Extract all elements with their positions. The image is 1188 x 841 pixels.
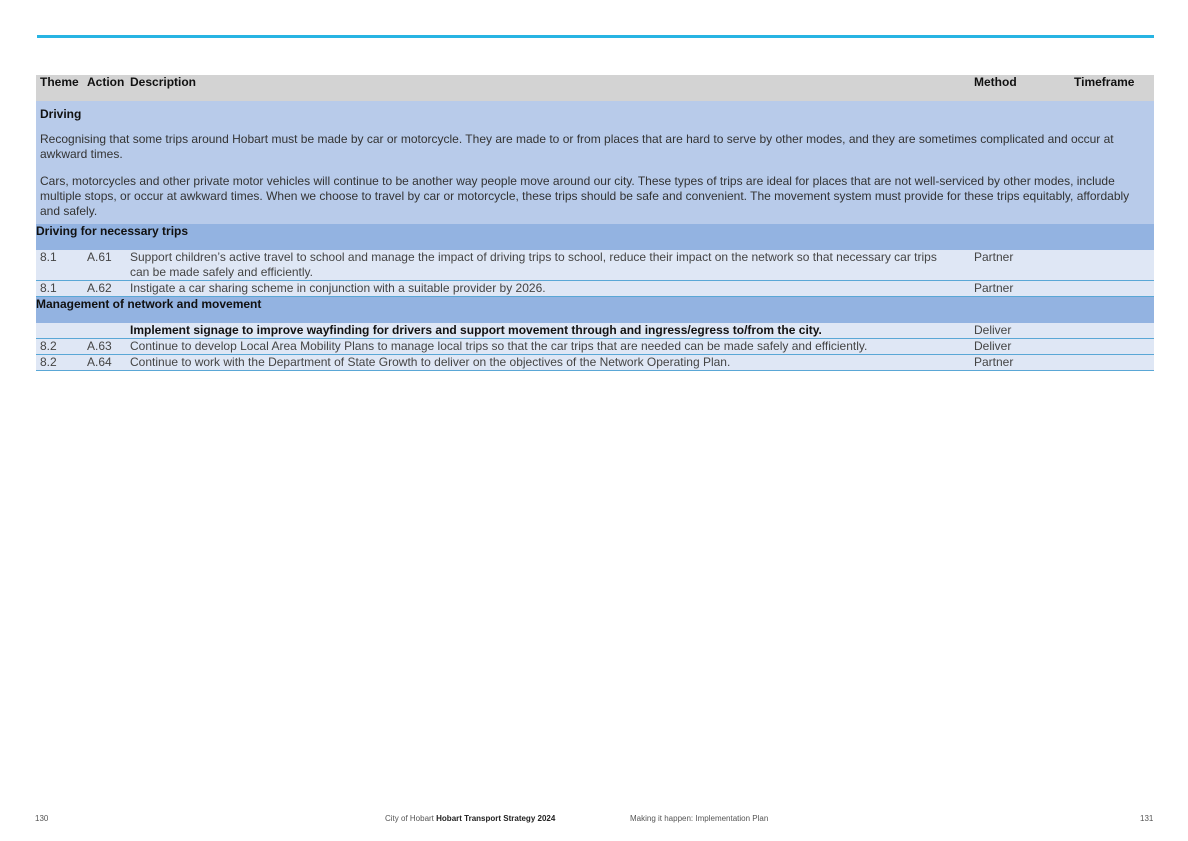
cell-timeframe <box>1074 339 1154 355</box>
section-header <box>36 297 1154 324</box>
section-title: Driving for necessary trips <box>36 224 1154 250</box>
intro-paragraph-row <box>36 126 1154 168</box>
cell-description: Implement signage to improve wayfinding for drivers and support movement through and ingress/egress to/from the city. <box>130 323 974 339</box>
section-title: Management of network and movement <box>36 297 1154 324</box>
table-row <box>36 355 1154 371</box>
header-description: Description <box>130 75 974 101</box>
implementation-table <box>36 75 1154 371</box>
section-header <box>36 224 1154 250</box>
top-rule <box>37 35 1154 38</box>
cell-theme: 8.2 <box>36 339 87 355</box>
cell-method: Deliver <box>974 323 1074 339</box>
cell-action: A.61 <box>87 250 130 281</box>
cell-action: A.62 <box>87 281 130 297</box>
table-header <box>36 75 1154 101</box>
table-row <box>36 323 1154 339</box>
header-method: Method <box>974 75 1074 101</box>
intro-paragraph-2: Cars, motorcycles and other private motor vehicles will continue to be another way people move around our city. These types of trips are ideal for places that are not well-serviced by other modes, include multiple stops, or occur at awkward times. When we choose to travel by car or motorcycle, these trips should be safe and convenient. The movement system must provide for these trips equitably, affordably and safely. <box>36 168 1154 224</box>
cell-theme: 8.2 <box>36 355 87 371</box>
cell-method: Partner <box>974 355 1074 371</box>
intro-title-row <box>36 101 1154 126</box>
cell-method: Partner <box>974 281 1074 297</box>
footer-strategy-title: Hobart Transport Strategy 2024 <box>436 814 556 823</box>
table-row <box>36 250 1154 281</box>
cell-timeframe <box>1074 281 1154 297</box>
footer-document-title <box>385 814 555 823</box>
header-action: Action <box>87 75 130 101</box>
page-number-right: 131 <box>1140 814 1154 823</box>
page-number-left: 130 <box>35 814 49 823</box>
header-theme: Theme <box>36 75 87 101</box>
cell-description: Support children’s active travel to school and manage the impact of driving trips to school, reduce their impact on the network so that necessary car trips can be made safely and efficiently. <box>130 250 974 281</box>
cell-description: Continue to work with the Department of State Growth to deliver on the objectives of the Network Operating Plan. <box>130 355 974 371</box>
header-timeframe: Timeframe <box>1074 75 1154 101</box>
cell-theme: 8.1 <box>36 281 87 297</box>
cell-description: Instigate a car sharing scheme in conjunction with a suitable provider by 2026. <box>130 281 974 297</box>
footer-org: City of Hobart <box>385 814 434 823</box>
intro-paragraph-row <box>36 168 1154 224</box>
cell-timeframe <box>1074 355 1154 371</box>
cell-action: A.64 <box>87 355 130 371</box>
table-row <box>36 339 1154 355</box>
intro-title: Driving <box>36 101 1154 126</box>
cell-theme: 8.1 <box>36 250 87 281</box>
footer-section: Making it happen: Implementation Plan <box>630 814 769 823</box>
cell-action <box>87 323 130 339</box>
cell-method: Partner <box>974 250 1074 281</box>
cell-action: A.63 <box>87 339 130 355</box>
intro-paragraph-1: Recognising that some trips around Hobart must be made by car or motorcycle. They are made to or from places that are hard to serve by other modes, and they are sometimes complicated and occur at awkward times. <box>36 126 1154 168</box>
cell-timeframe <box>1074 250 1154 281</box>
cell-description: Continue to develop Local Area Mobility Plans to manage local trips so that the car trips that are needed can be made safely and efficiently. <box>130 339 974 355</box>
cell-theme <box>36 323 87 339</box>
table-row <box>36 281 1154 297</box>
cell-method: Deliver <box>974 339 1074 355</box>
cell-timeframe <box>1074 323 1154 339</box>
